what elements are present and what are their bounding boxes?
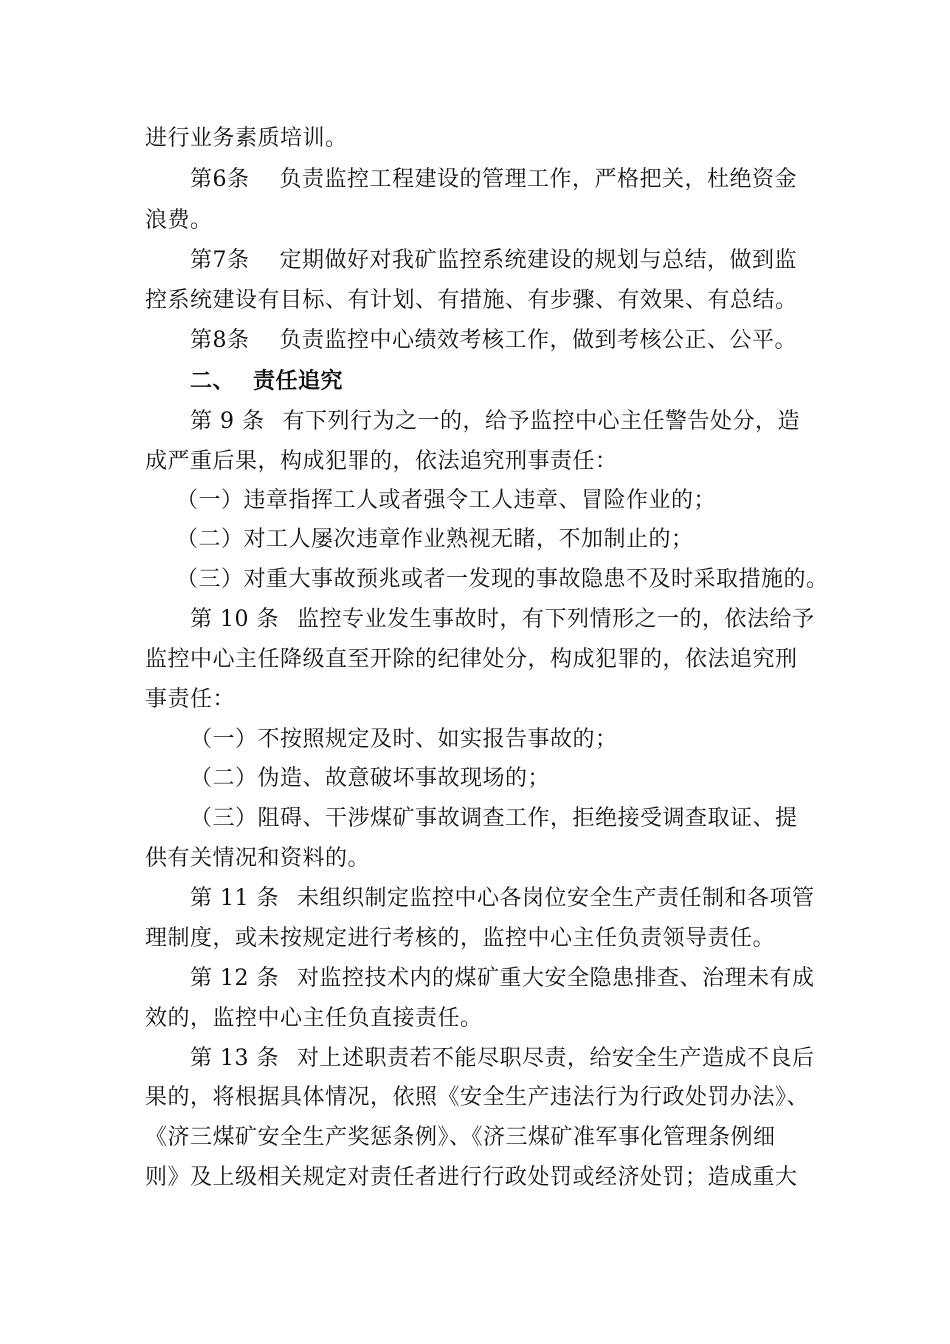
article-10-line-3: 事责任：	[145, 687, 236, 712]
article-12-line-2: 效的，监控中心主任负直接责任。	[145, 1006, 483, 1031]
article-number: 第 13 条	[190, 1046, 279, 1071]
article-11-line-1: 第 11 条 未组织制定监控中心各岗位安全生产责任制和各项管	[190, 886, 815, 911]
article-13-line-2: 果的，将根据具体情况，依照《安全生产违法行为行政处罚办法》、	[145, 1085, 810, 1110]
list-item: （一）不按照规定及时、如实报告事故的；	[190, 727, 618, 752]
article-7-line-2: 控系统建设有目标、有计划、有措施、有步骤、有效果、有总结。	[145, 288, 798, 313]
article-9-line-1: 第 9 条 有下列行为之一的，给予监控中心主任警告处分，造	[190, 409, 800, 434]
list-item: （二）对工人屡次违章作业熟视无睹，不加制止的；	[176, 527, 694, 552]
article-13-line-4: 则》及上级相关规定对责任者进行行政处罚或经济处罚；造成重大	[145, 1165, 798, 1190]
article-number: 第6条	[190, 167, 250, 192]
article-number: 第 12 条	[190, 966, 279, 991]
article-number: 第7条	[190, 248, 250, 273]
article-8-line-1: 第8条 负责监控中心绩效考核工作，做到考核公正、公平。	[190, 328, 798, 353]
paragraph-line: 进行业务素质培训。	[145, 126, 348, 151]
article-number: 第 10 条	[190, 607, 279, 632]
article-10-line-1: 第 10 条 监控专业发生事故时，有下列情形之一的，依法给予	[190, 607, 815, 632]
section-heading	[190, 367, 343, 395]
article-7-line-1: 第7条 定期做好对我矿监控系统建设的规划与总结，做到监	[190, 248, 798, 273]
article-9-line-2: 成严重后果，构成犯罪的，依法追究刑事责任：	[145, 449, 618, 474]
article-12-line-1: 第 12 条 对监控技术内的煤矿重大安全隐患排查、治理未有成	[190, 966, 815, 991]
article-13-line-1: 第 13 条 对上述职责若不能尽职尽责，给安全生产造成不良后	[190, 1046, 815, 1071]
article-number: 第 9 条	[190, 409, 265, 434]
article-6-line-1: 第6条 负责监控工程建设的管理工作，严格把关，杜绝资金	[190, 167, 798, 192]
list-item: （三）对重大事故预兆或者一发现的事故隐患不及时采取措施的。	[176, 567, 829, 592]
list-item: （一）违章指挥工人或者强令工人违章、冒险作业的；	[176, 488, 717, 513]
article-11-line-2: 理制度，或未按规定进行考核的，监控中心主任负责领导责任。	[145, 926, 776, 951]
article-10-line-2: 监控中心主任降级直至开除的纪律处分，构成犯罪的，依法追究刑	[145, 647, 798, 672]
article-13-line-3: 《济三煤矿安全生产奖惩条例》、《济三煤矿准军事化管理条例细	[145, 1125, 776, 1150]
article-number: 第 11 条	[190, 886, 279, 911]
article-6-line-2: 浪费。	[145, 208, 213, 233]
section-number: 二、	[190, 368, 236, 394]
list-item: （二）伪造、故意破坏事故现场的；	[190, 766, 551, 791]
list-item: （三）阻碍、干涉煤矿事故调查工作，拒绝接受调查取证、提	[190, 806, 798, 831]
list-item-continuation: 供有关情况和资料的。	[145, 846, 371, 871]
article-number: 第8条	[190, 328, 250, 353]
section-title: 责任追究	[253, 368, 344, 394]
